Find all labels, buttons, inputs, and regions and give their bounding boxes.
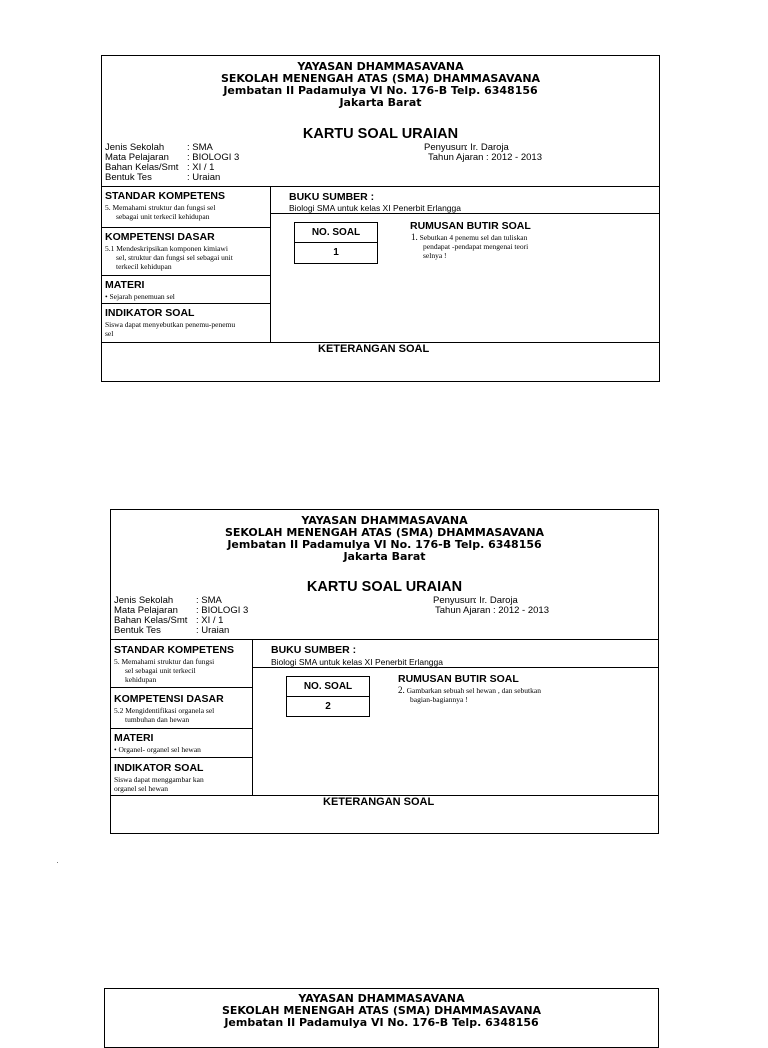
buku-sumber-text: Biologi SMA untuk kelas XI Penerbit Erlangga [271,657,443,667]
section-divider [102,186,659,187]
foundation-name: YAYASAN DHAMMASAVANA [298,992,465,1005]
rumusan-text [411,233,528,260]
materi-divider [102,303,270,304]
card-title: KARTU SOAL URAIAN [306,579,463,595]
rumusan-number: 2. [398,685,405,695]
penyusun-label: Penyusun [424,142,467,153]
column-divider [252,639,253,795]
bahan-kelas-label: Bahan Kelas/Smt [105,162,179,173]
no-soal-value-box [286,696,370,717]
rumusan-line: Sebutkan 4 penemu sel dan tuliskan [419,233,528,242]
tahun-ajaran-value: : 2012 - 2013 [486,152,542,163]
rumusan-line: selnya ! [423,251,447,260]
tahun-ajaran-label: Tahun Ajaran [428,152,484,163]
standar-line: kehidupan [125,675,157,684]
mata-pelajaran-label: Mata Pelajaran [114,605,178,616]
keterangan-soal-heading: KETERANGAN SOAL [318,343,430,355]
info-right [433,596,549,616]
standar-line: sel sebagai unit terkecil [125,666,196,675]
rumusan-text [398,686,541,704]
rumusan-heading: RUMUSAN BUTIR SOAL [398,673,519,685]
info-labels [105,143,239,183]
stray-mark [57,862,58,863]
mata-pelajaran-value: : BIOLOGI 3 [187,152,240,163]
kd-line: 5.2 Mengidentifikasi organela sel [114,706,215,715]
jenis-sekolah-label: Jenis Sekolah [105,142,165,153]
school-city: Jakarta Barat [339,96,422,109]
standar-heading: STANDAR KOMPETENS [105,190,225,202]
standar-line: 5. Memahami struktur dan fungsi sel [105,203,216,212]
rumusan-line: pendapat -pendapat mengenai teori [423,242,529,251]
standar-text [114,657,214,684]
school-address: Jembatan II Padamulya VI No. 176-B Telp. 6348156 [227,538,542,551]
materi-text: • Organel- organel sel hewan [114,745,201,754]
bahan-kelas-label: Bahan Kelas/Smt [114,615,188,626]
indikator-line: Siswa dapat menyebutkan penemu-penemu [105,320,236,329]
school-city: Jakarta Barat [343,550,426,563]
tahun-ajaran-value: : 2012 - 2013 [493,605,549,616]
bentuk-tes-label: Bentuk Tes [114,625,161,636]
info-labels [114,596,248,636]
indikator-line: Siswa dapat menggambar kan [114,775,204,784]
buku-divider [270,213,659,214]
kd-line: sel, struktur dan fungsi sel sebagai unit [116,253,233,262]
question-card-2 [110,509,659,834]
materi-text: • Sejarah penemuan sel [105,292,175,301]
no-soal-label-box [286,676,370,697]
penyusun-label: Penyusun [433,595,476,606]
jenis-sekolah-value: : SMA [196,595,222,606]
foundation-name: YAYASAN DHAMMASAVANA [301,514,468,527]
bentuk-tes-label: Bentuk Tes [105,172,152,183]
jenis-sekolah-value: : SMA [187,142,213,153]
buku-sumber-heading: BUKU SUMBER : [271,644,357,656]
bentuk-tes-value: : Uraian [187,172,221,183]
bahan-kelas-value: : XI / 1 [187,162,215,173]
jenis-sekolah-label: Jenis Sekolah [114,595,174,606]
no-soal-value: 1 [333,247,339,258]
no-soal-label: NO. SOAL [311,227,361,238]
indikator-text [114,775,204,793]
school-name: SEKOLAH MENENGAH ATAS (SMA) DHAMMASAVANA [220,72,541,85]
question-card-3 [104,988,659,1048]
indikator-line: sel [105,329,114,338]
buku-sumber-heading: BUKU SUMBER : [289,191,375,203]
kd-text [105,244,233,271]
kd-line: tumbuhan dan hewan [125,715,190,724]
standar-line: 5. Memahami struktur dan fungsi [114,657,215,666]
no-soal-value-box [294,242,378,264]
section-divider [111,639,658,640]
standar-heading: STANDAR KOMPETENS [114,644,234,656]
materi-divider [111,757,252,758]
card-title: KARTU SOAL URAIAN [302,126,459,142]
tahun-ajaran-label: Tahun Ajaran [435,605,491,616]
buku-divider [252,667,658,668]
no-soal-label: NO. SOAL [303,681,353,692]
rumusan-line: Gambarkan sebuah sel hewan , dan sebutkan [406,686,541,695]
standar-text [105,203,215,221]
indikator-heading: INDIKATOR SOAL [105,307,195,319]
foundation-name: YAYASAN DHAMMASAVANA [297,60,464,73]
school-name: SEKOLAH MENENGAH ATAS (SMA) DHAMMASAVANA [224,526,545,539]
no-soal-label-box [294,222,378,243]
school-address: Jembatan II Padamulya VI No. 176-B Telp. 6348156 [223,84,538,97]
column-divider [270,186,271,342]
indikator-text [105,320,235,338]
bahan-kelas-value: : XI / 1 [196,615,224,626]
indikator-line: organel sel hewan [114,784,169,793]
kd-text [114,706,214,724]
info-right [424,143,542,163]
bentuk-tes-value: : Uraian [196,625,230,636]
indikator-heading: INDIKATOR SOAL [114,762,204,774]
standar-divider [111,687,252,688]
penyusun-value: : Ir. Daroja [474,595,518,606]
materi-heading: MATERI [114,732,154,744]
school-address: Jembatan II Padamulya VI No. 176-B Telp. 6348156 [224,1016,539,1029]
rumusan-number: 1. [411,232,418,242]
standar-divider [102,227,270,228]
rumusan-heading: RUMUSAN BUTIR SOAL [410,220,531,232]
materi-heading: MATERI [105,279,145,291]
kd-line: 5.1 Mendeskripsikan komponen kimiawi [105,244,228,253]
penyusun-value: : Ir. Daroja [465,142,509,153]
kd-heading: KOMPETENSI DASAR [114,693,224,705]
mata-pelajaran-label: Mata Pelajaran [105,152,169,163]
buku-sumber-text: Biologi SMA untuk kelas XI Penerbit Erlangga [289,203,461,213]
kd-line: terkecil kehidupan [116,262,172,271]
keterangan-soal-heading: KETERANGAN SOAL [323,796,435,808]
question-card-1 [101,55,660,382]
mata-pelajaran-value: : BIOLOGI 3 [196,605,249,616]
kd-heading: KOMPETENSI DASAR [105,231,215,243]
kd-divider [102,275,270,276]
rumusan-line: bagian-bagiannya ! [410,695,468,704]
school-name: SEKOLAH MENENGAH ATAS (SMA) DHAMMASAVANA [221,1004,542,1017]
standar-line: sebagai unit terkecil kehidupan [116,212,210,221]
kd-divider [111,728,252,729]
no-soal-value: 2 [325,701,331,712]
